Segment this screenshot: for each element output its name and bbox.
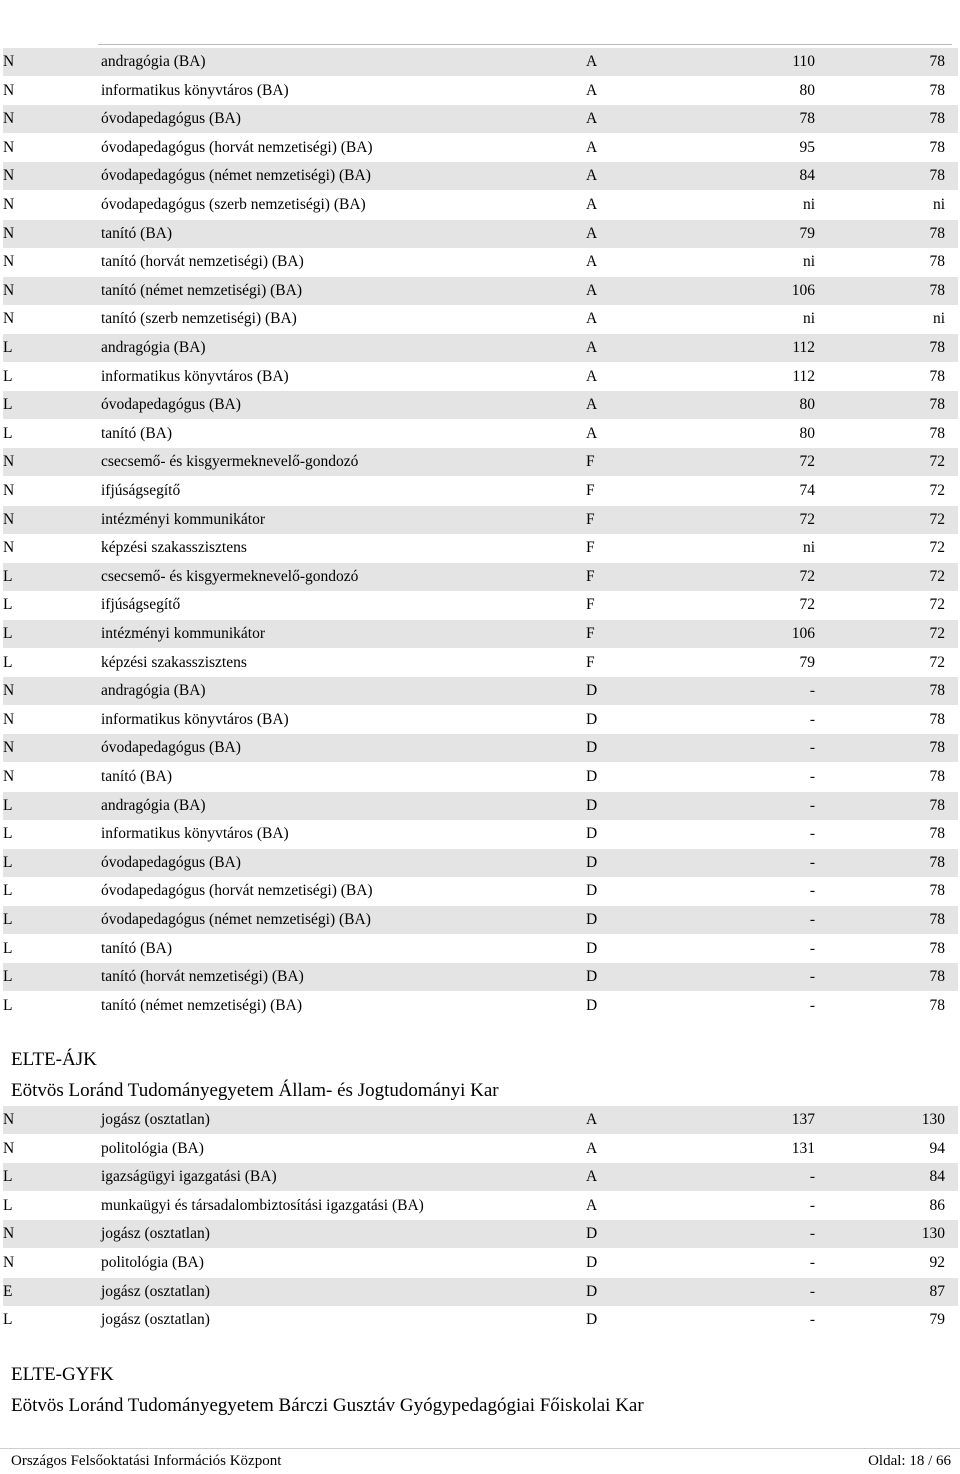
tagozat-cell: N: [3, 1254, 15, 1271]
table-row: [3, 506, 958, 534]
koltsegteriteses-cell: 78: [929, 167, 945, 185]
program-name: jogász (osztatlan): [101, 1111, 210, 1128]
forma-cell: A: [586, 167, 598, 185]
koltsegteriteses-cell: 72: [929, 567, 945, 585]
program-name: andragógia (BA): [101, 339, 206, 356]
table-row: [3, 305, 958, 333]
finanszirozott-cell: -: [809, 1168, 815, 1186]
koltsegteriteses-cell: 78: [929, 281, 945, 299]
koltsegteriteses-cell: 78: [929, 796, 945, 814]
table-row: [3, 191, 958, 219]
tagozat-cell: N: [3, 310, 15, 328]
forma-cell: D: [586, 682, 598, 700]
finanszirozott-cell: 95: [799, 138, 815, 156]
koltsegteriteses-cell: 78: [929, 939, 945, 957]
program-name: politológia (BA): [101, 1254, 204, 1271]
column-header-finanszirozott: Finanszírozott ponthatár: [712, 1, 804, 38]
finanszirozott-cell: 80: [799, 396, 815, 414]
program-name: óvodapedagógus (horvát nemzetiségi) (BA): [101, 882, 373, 900]
tagozat-cell: N: [3, 110, 15, 128]
program-name: munkaügyi és társadalombiztosítási igazgatási (BA): [101, 1196, 424, 1214]
tagozat-cell: N: [3, 510, 15, 528]
institution-code-gyfk: ELTE-GYFK: [11, 1364, 114, 1385]
koltsegteriteses-cell: 78: [929, 710, 945, 728]
forma-cell: F: [586, 653, 595, 671]
koltsegteriteses-cell: 84: [929, 1168, 945, 1186]
forma-cell: D: [586, 1311, 598, 1329]
finanszirozott-cell: 78: [799, 110, 815, 128]
forma-cell: A: [586, 1139, 598, 1157]
koltsegteriteses-cell: 78: [929, 224, 945, 242]
table-row: [3, 48, 958, 76]
finanszirozott-cell: 74: [799, 482, 815, 499]
forma-cell: F: [586, 482, 595, 499]
koltsegteriteses-cell: 78: [929, 825, 945, 843]
finanszirozott-cell: 106: [791, 281, 815, 299]
forma-cell: D: [586, 710, 598, 728]
tagozat-cell: L: [3, 596, 13, 614]
program-name: ifjúságsegítő: [101, 596, 181, 614]
koltsegteriteses-cell: 86: [929, 1196, 945, 1214]
program-name: képzési szakasszisztens: [101, 653, 247, 671]
program-name: jogász (osztatlan): [101, 1282, 210, 1300]
institution-name-ajk: Eötvös Loránd Tudományegyetem Állam- és Jogtudományi Kar: [11, 1080, 499, 1101]
forma-cell: D: [586, 996, 598, 1014]
table-row: [3, 591, 958, 619]
koltsegteriteses-cell: 78: [929, 53, 945, 70]
tagozat-cell: N: [3, 682, 15, 700]
column-header-koltsegteriteses: Költségtérítéses ponthatár: [838, 1, 942, 38]
forma-cell: F: [586, 567, 595, 585]
finanszirozott-cell: 80: [799, 424, 815, 442]
table-row: [3, 849, 958, 877]
finanszirozott-cell: 79: [799, 224, 815, 242]
tagozat-cell: L: [3, 996, 13, 1014]
forma-cell: A: [586, 396, 598, 414]
program-name: intézményi kommunikátor: [101, 510, 266, 528]
forma-cell: A: [586, 224, 598, 242]
program-name: intézményi kommunikátor: [101, 625, 266, 642]
table-row: [3, 706, 958, 734]
tagozat-cell: L: [3, 1311, 13, 1329]
tagozat-cell: L: [3, 1196, 13, 1214]
finanszirozott-cell: 79: [799, 653, 815, 671]
tagozat-cell: N: [3, 253, 15, 271]
finanszirozott-cell: 106: [791, 625, 815, 642]
tagozat-cell: L: [3, 339, 13, 356]
koltsegteriteses-cell: 78: [929, 253, 945, 271]
table-header: [0, 0, 960, 44]
program-name: óvodapedagógus (BA): [101, 110, 241, 128]
forma-cell: F: [586, 453, 595, 471]
tagozat-cell: N: [3, 710, 15, 728]
koltsegteriteses-cell: 92: [929, 1254, 945, 1271]
table-row: [3, 77, 958, 105]
tagozat-cell: N: [3, 53, 15, 70]
program-name: képzési szakasszisztens: [101, 539, 247, 557]
koltsegteriteses-cell: 78: [929, 768, 945, 785]
koltsegteriteses-cell: 72: [929, 596, 945, 614]
tagozat-cell: L: [3, 939, 13, 957]
forma-cell: A: [586, 81, 598, 99]
koltsegteriteses-cell: 72: [929, 510, 945, 528]
finanszirozott-cell: ni: [802, 196, 815, 213]
finanszirozott-cell: -: [809, 1225, 815, 1243]
tagozat-cell: L: [3, 911, 13, 928]
forma-cell: A: [586, 138, 598, 156]
koltsegteriteses-cell: 130: [921, 1111, 945, 1128]
forma-cell: A: [586, 424, 598, 442]
table-row: [3, 563, 958, 591]
forma-cell: F: [586, 625, 595, 642]
table-row: [3, 763, 958, 791]
finanszirozott-cell: -: [809, 1311, 815, 1329]
tagozat-cell: L: [3, 396, 13, 414]
program-name: tanító (horvát nemzetiségi) (BA): [101, 968, 304, 986]
finanszirozott-cell: -: [809, 996, 815, 1014]
tagozat-cell: N: [3, 224, 15, 242]
table-row: [3, 1278, 958, 1306]
table-row: [3, 963, 958, 991]
program-name: politológia (BA): [101, 1139, 204, 1157]
forma-cell: D: [586, 1225, 598, 1243]
table-row: [3, 162, 958, 190]
forma-cell: D: [586, 825, 598, 843]
institution-code-ajk: ELTE-ÁJK: [11, 1049, 97, 1070]
koltsegteriteses-cell: 78: [929, 996, 945, 1014]
table-row: [3, 1163, 958, 1191]
program-name: jogász (osztatlan): [101, 1225, 210, 1243]
program-name: óvodapedagógus (BA): [101, 396, 241, 414]
forma-cell: A: [586, 310, 598, 328]
finanszirozott-cell: -: [809, 1282, 815, 1300]
table-row: [3, 334, 958, 362]
forma-cell: A: [586, 1168, 598, 1186]
koltsegteriteses-cell: 78: [929, 367, 945, 385]
forma-cell: D: [586, 1254, 598, 1271]
tagozat-cell: E: [3, 1282, 13, 1300]
table-row: [3, 363, 958, 391]
tagozat-cell: N: [3, 1225, 15, 1243]
forma-cell: D: [586, 911, 598, 928]
forma-cell: D: [586, 968, 598, 986]
finanszirozott-cell: 72: [799, 453, 815, 471]
koltsegteriteses-cell: 78: [929, 339, 945, 356]
table-row: [3, 877, 958, 905]
koltsegteriteses-cell: 78: [929, 882, 945, 900]
koltsegteriteses-cell: 130: [921, 1225, 945, 1243]
program-name: tanító (horvát nemzetiségi) (BA): [101, 253, 304, 271]
column-header-szakpar: Szakpár: [102, 1, 154, 18]
page-footer: [0, 1448, 960, 1474]
program-name: csecsemő- és kisgyermeknevelő-gondozó: [101, 567, 359, 585]
forma-cell: D: [586, 853, 598, 871]
table-row: [3, 134, 958, 162]
table-row: [3, 1192, 958, 1220]
tagozat-cell: N: [3, 281, 15, 299]
koltsegteriteses-cell: ni: [932, 310, 945, 328]
forma-cell: D: [586, 939, 598, 957]
table-row: [3, 1220, 958, 1248]
table-row: [3, 649, 958, 677]
forma-cell: D: [586, 796, 598, 814]
finanszirozott-cell: -: [809, 710, 815, 728]
tagozat-cell: L: [3, 567, 13, 585]
finanszirozott-cell: 72: [799, 567, 815, 585]
finanszirozott-cell: -: [809, 796, 815, 814]
finanszirozott-cell: 112: [792, 367, 815, 385]
table-row: [3, 248, 958, 276]
koltsegteriteses-cell: 94: [929, 1139, 945, 1157]
koltsegteriteses-cell: 78: [929, 81, 945, 99]
koltsegteriteses-cell: 78: [929, 739, 945, 757]
koltsegteriteses-cell: 72: [929, 453, 945, 471]
finanszirozott-cell: ni: [802, 539, 815, 557]
forma-cell: A: [586, 53, 598, 70]
program-name: ifjúságsegítő: [101, 482, 181, 499]
table-row: [3, 1135, 958, 1163]
koltsegteriteses-cell: 72: [929, 653, 945, 671]
program-name: igazságügyi igazgatási (BA): [101, 1168, 277, 1186]
table-row: [3, 992, 958, 1020]
program-name: óvodapedagógus (német nemzetiségi) (BA): [101, 167, 371, 185]
table-row: [3, 906, 958, 934]
tagozat-cell: N: [3, 482, 15, 499]
tagozat-cell: N: [3, 453, 15, 471]
forma-cell: D: [586, 768, 598, 785]
koltsegteriteses-cell: 78: [929, 911, 945, 928]
finanszirozott-cell: 137: [791, 1111, 815, 1128]
koltsegteriteses-cell: 78: [929, 110, 945, 128]
finanszirozott-cell: -: [809, 739, 815, 757]
tagozat-cell: N: [3, 539, 15, 557]
finanszirozott-cell: -: [809, 853, 815, 871]
forma-cell: A: [586, 1196, 598, 1214]
forma-cell: A: [586, 339, 598, 356]
finanszirozott-cell: -: [809, 825, 815, 843]
finanszirozott-cell: -: [809, 882, 815, 900]
finanszirozott-cell: ni: [802, 253, 815, 271]
tagozat-cell: N: [3, 167, 15, 185]
forma-cell: A: [586, 196, 598, 213]
program-name: tanító (német nemzetiségi) (BA): [101, 996, 303, 1014]
tagozat-cell: N: [3, 1111, 15, 1128]
finanszirozott-cell: 131: [791, 1139, 815, 1157]
forma-cell: D: [586, 1282, 598, 1300]
table-row: [3, 1306, 958, 1334]
program-name: informatikus könyvtáros (BA): [101, 81, 289, 99]
finanszirozott-cell: -: [809, 1196, 815, 1214]
column-header-tagozat: Tagozat: [630, 1, 681, 18]
table-row: [3, 420, 958, 448]
program-name: andragógia (BA): [101, 53, 206, 70]
program-name: tanító (szerb nemzetiségi) (BA): [101, 310, 297, 328]
finanszirozott-cell: 72: [799, 510, 815, 528]
tagozat-cell: L: [3, 653, 13, 671]
finanszirozott-cell: -: [809, 682, 815, 700]
table-row: [3, 935, 958, 963]
program-name: tanító (német nemzetiségi) (BA): [101, 281, 303, 299]
footer-organization: Országos Felsőoktatási Információs Központ: [11, 1453, 282, 1469]
page-number: Oldal: 18 / 66: [868, 1453, 951, 1469]
forma-cell: F: [586, 539, 595, 557]
table-row: [3, 1106, 958, 1134]
finanszirozott-cell: 72: [799, 596, 815, 614]
tagozat-cell: L: [3, 825, 13, 843]
program-name: andragógia (BA): [101, 682, 206, 700]
forma-cell: A: [586, 110, 598, 128]
tagozat-cell: L: [3, 367, 13, 385]
program-name: andragógia (BA): [101, 796, 206, 814]
koltsegteriteses-cell: 78: [929, 682, 945, 700]
tagozat-cell: N: [3, 768, 15, 785]
program-name: tanító (BA): [101, 939, 173, 957]
finanszirozott-cell: 80: [799, 81, 815, 99]
tagozat-cell: N: [3, 1139, 15, 1157]
table-row: [3, 477, 958, 505]
tagozat-cell: L: [3, 968, 13, 986]
program-name: informatikus könyvtáros (BA): [101, 710, 289, 728]
koltsegteriteses-cell: 72: [929, 482, 945, 499]
forma-cell: A: [586, 367, 598, 385]
tagozat-cell: N: [3, 81, 15, 99]
table-row: [3, 820, 958, 848]
institution-name-gyfk: Eötvös Loránd Tudományegyetem Bárczi Gusztáv Gyógypedagógiai Főiskolai Kar: [11, 1395, 644, 1416]
table-row: [3, 391, 958, 419]
program-name: tanító (BA): [101, 424, 173, 442]
header-divider: [98, 44, 952, 45]
finanszirozott-cell: 84: [799, 167, 815, 185]
table-row: [3, 277, 958, 305]
tagozat-cell: L: [3, 424, 13, 442]
program-name: tanító (BA): [101, 224, 173, 242]
koltsegteriteses-cell: 78: [929, 424, 945, 442]
tagozat-cell: L: [3, 796, 13, 814]
forma-cell: A: [586, 281, 598, 299]
koltsegteriteses-cell: 72: [929, 539, 945, 557]
koltsegteriteses-cell: 79: [929, 1311, 945, 1329]
finanszirozott-cell: -: [809, 1254, 815, 1271]
finanszirozott-cell: ni: [802, 310, 815, 328]
program-name: óvodapedagógus (német nemzetiségi) (BA): [101, 911, 371, 928]
finanszirozott-cell: 110: [792, 53, 815, 70]
tagozat-cell: N: [3, 138, 15, 156]
column-header-forma: Forma: [569, 1, 611, 18]
finanszirozott-cell: -: [809, 911, 815, 928]
program-name: informatikus könyvtáros (BA): [101, 367, 289, 385]
tagozat-cell: L: [3, 882, 13, 900]
tagozat-cell: L: [3, 853, 13, 871]
table-row: [3, 1249, 958, 1277]
table-row: [3, 620, 958, 648]
finanszirozott-cell: -: [809, 768, 815, 785]
program-name: óvodapedagógus (BA): [101, 739, 241, 757]
tagozat-cell: N: [3, 196, 15, 213]
finanszirozott-cell: -: [809, 939, 815, 957]
forma-cell: D: [586, 882, 598, 900]
table-row: [3, 792, 958, 820]
table-row: [3, 534, 958, 562]
forma-cell: D: [586, 739, 598, 757]
koltsegteriteses-cell: 87: [929, 1282, 945, 1300]
tagozat-cell: L: [3, 1168, 13, 1186]
table-row: [3, 220, 958, 248]
table-row: [3, 448, 958, 476]
program-name: óvodapedagógus (szerb nemzetiségi) (BA): [101, 196, 366, 213]
program-name: óvodapedagógus (horvát nemzetiségi) (BA): [101, 138, 373, 156]
koltsegteriteses-cell: 78: [929, 138, 945, 156]
table-row: [3, 734, 958, 762]
forma-cell: F: [586, 596, 595, 614]
finanszirozott-cell: 112: [792, 339, 815, 356]
koltsegteriteses-cell: 78: [929, 853, 945, 871]
koltsegteriteses-cell: 78: [929, 968, 945, 986]
table-row: [3, 677, 958, 705]
tagozat-cell: L: [3, 625, 13, 642]
tagozat-cell: N: [3, 739, 15, 757]
program-name: informatikus könyvtáros (BA): [101, 825, 289, 843]
program-name: csecsemő- és kisgyermeknevelő-gondozó: [101, 453, 359, 471]
program-name: jogász (osztatlan): [101, 1311, 210, 1329]
koltsegteriteses-cell: ni: [932, 196, 945, 213]
forma-cell: A: [586, 1111, 598, 1128]
finanszirozott-cell: -: [809, 968, 815, 986]
table-row: [3, 105, 958, 133]
koltsegteriteses-cell: 72: [929, 625, 945, 642]
koltsegteriteses-cell: 78: [929, 396, 945, 414]
program-name: tanító (BA): [101, 768, 173, 785]
program-name: óvodapedagógus (BA): [101, 853, 241, 871]
forma-cell: A: [586, 253, 598, 271]
forma-cell: F: [586, 510, 595, 528]
